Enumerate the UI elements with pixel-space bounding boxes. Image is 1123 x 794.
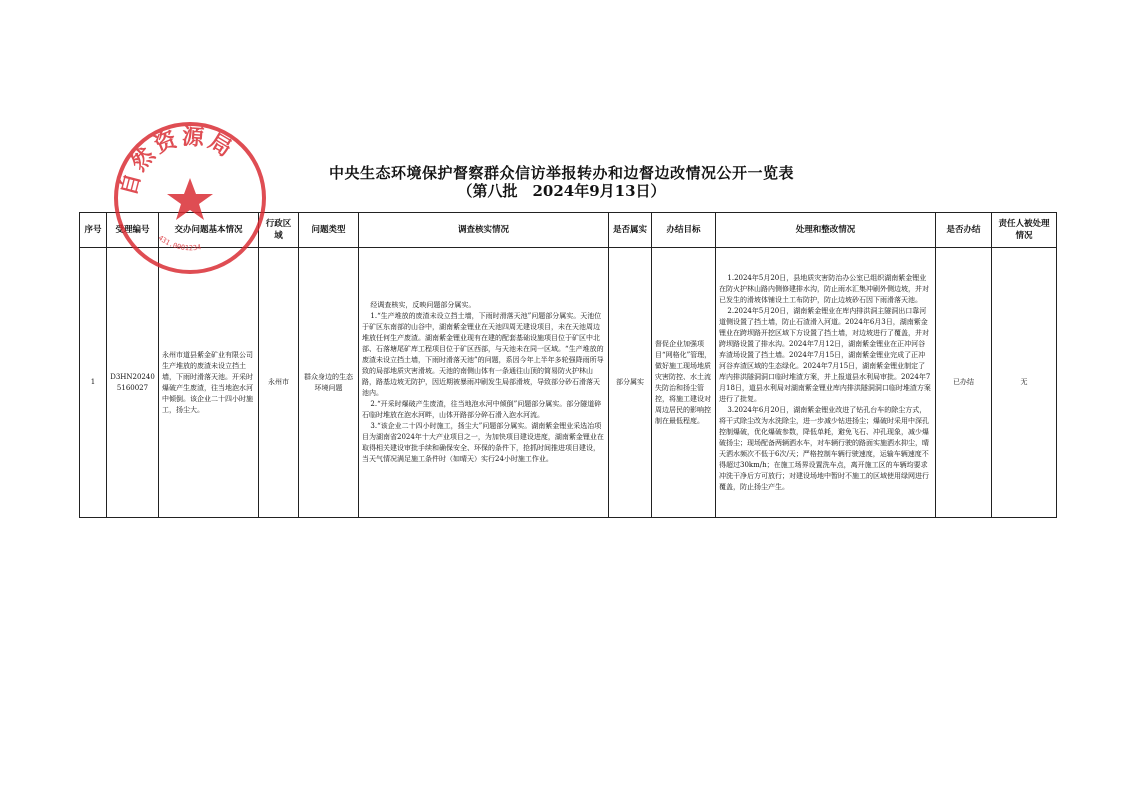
cell-index: 1 — [80, 248, 107, 518]
header-goal: 办结目标 — [652, 213, 716, 248]
handling-para: 1.2024年5月20日，县地质灾害防治办公室已组织湖南紫金锂业在防火护林山路内侧修建排水沟，防止雨水汇集冲刷外侧边坡，并对已发生的滑坡体铺设土工布防护，防止边坡砂石因下雨滑落天池。 — [719, 273, 929, 304]
document-subtitle: （第八批 2024年9月13日） — [457, 182, 666, 200]
investigation-para: 3.“该企业二十四小时施工，扬尘大”问题部分属实。湖南紫金锂业采选冶项目为湖南省2024年十大产业项目之一，为加快项目建设进度，湖南紫金锂业在取得相关建设审批手续和确保安全、环保的条件下，抢抓时间推进项目建设，当天气情况满足施工条件时（如晴天）实行24小时施工作业。 — [362, 422, 604, 463]
handling-para: 3.2024年6月20日，湖南紫金锂业改进了钻孔台车的除尘方式，将干式除尘改为水洗除尘，进一步减少钻进扬尘；爆破时采用中深孔控制爆破，优化爆破参数，降低单耗，避免飞石、冲孔现象，减少爆破扬尘；现场配备两辆洒水车，对车辆行驶的路面实施洒水抑尘，晴天洒水频次不低于6次/天；严格控制车辆行驶速度，运输车辆速度不得超过30km/h；在施工场界设置洗车点，离开施工区的车辆均要求冲洗干净后方可放行；对建设场地中暂时不施工的区域使用绿网进行覆盖，防止扬尘产生。 — [719, 405, 929, 491]
cell-case-id: D3HN202405160027 — [107, 248, 159, 518]
header-case-id: 受理编号 — [107, 213, 159, 248]
header-region: 行政区域 — [259, 213, 299, 248]
stamp-number: 431.0001234 — [156, 233, 202, 253]
cell-responsible: 无 — [992, 248, 1057, 518]
stamp-text: 自然资源局 — [115, 123, 239, 199]
cell-basic: 永州市道县紫金矿业有限公司生产堆放的废渣未设立挡土墙，下雨时滑落天池。开采时爆破产生废渣，往当地泡水河中倾倒。该企业二十四小时施工，扬尘大。 — [159, 248, 259, 518]
investigation-para: 1.“生产堆放的废渣未设立挡土墙，下雨时滑落天池”问题部分属实。天池位于矿区东南部的山谷中，湖南紫金锂业在天池四周无建设项目，未在天池周边堆放任何生产废渣。湖南紫金锂业现有在建的配套基础设施项目位于矿区中北部、石落塘尾矿库工程项目位于矿区西部，与天池未在同一区域。“生产堆放的废渣未设立挡土墙，下雨时滑落天池”的问题，系因今年上半年多轮强降雨所导致的局部地质灾害滑坡。天池的南侧山体有一条通往山顶的简易防火护林山路，路基边坡无防护，因近期被暴雨冲刷发生局部滑坡，导致部分砂石滑落天池内。 — [362, 312, 604, 397]
table-row — [80, 248, 1057, 518]
header-handling: 处理和整改情况 — [716, 213, 936, 248]
investigation-para: 2.“开采时爆破产生废渣，往当地泡水河中倾倒”问题部分属实。部分隧道碎石临时堆放在泡水河畔，山体开路部分碎石滑入泡水河流。 — [362, 400, 602, 419]
header-responsible: 责任人被处理情况 — [992, 213, 1057, 248]
cell-handling — [716, 248, 936, 518]
cell-completed: 已办结 — [936, 248, 992, 518]
header-type: 问题类型 — [299, 213, 359, 248]
document-title: 中央生态环境保护督察群众信访举报转办和边督边改情况公开一览表 — [328, 164, 794, 182]
cell-type: 群众身边的生态环境问题 — [299, 248, 359, 518]
table-header-row — [80, 213, 1057, 248]
header-investigation: 调查核实情况 — [359, 213, 609, 248]
report-table — [79, 212, 1057, 518]
cell-goal: 督促企业加强项目“网格化”管理，做好施工现场地质灾害防控、水土流失防治和扬尘管控，将施工建设对周边居民的影响控制在最低程度。 — [652, 248, 716, 518]
header-completed: 是否办结 — [936, 213, 992, 248]
cell-region: 永州市 — [259, 248, 299, 518]
cell-investigation — [359, 248, 609, 518]
investigation-para: 经调查核实，反映问题部分属实。 — [370, 301, 476, 309]
header-index: 序号 — [80, 213, 107, 248]
header-basic: 交办问题基本情况 — [159, 213, 259, 248]
header-is-true: 是否属实 — [609, 213, 652, 248]
handling-para: 2.2024年5月20日，湖南紫金锂业在库内排洪洞主隧洞出口靠河道侧设置了挡土墙，防止石渣滑入河道。2024年6月3日，湖南紫金锂业在跨坝路开挖区域下方设置了挡土墙，对边坡进行了覆盖，并对跨坝路设置了排水沟。2024年7月12日，湖南紫金锂业在正冲河谷弃渣场设置了挡土墙。2024年7月15日，湖南紫金锂业完成了正冲河谷弃渣区域的生态绿化。2024年7月15日，湖南紫金锂业制定了库内排洪隧洞洞口临时堆渣方案，并上报道县水利局审批。2024年7月18日，道县水利局对湖南紫金锂业库内排洪隧洞洞口临时堆渣方案进行了批复。 — [719, 306, 931, 403]
cell-is-true: 部分属实 — [609, 248, 652, 518]
